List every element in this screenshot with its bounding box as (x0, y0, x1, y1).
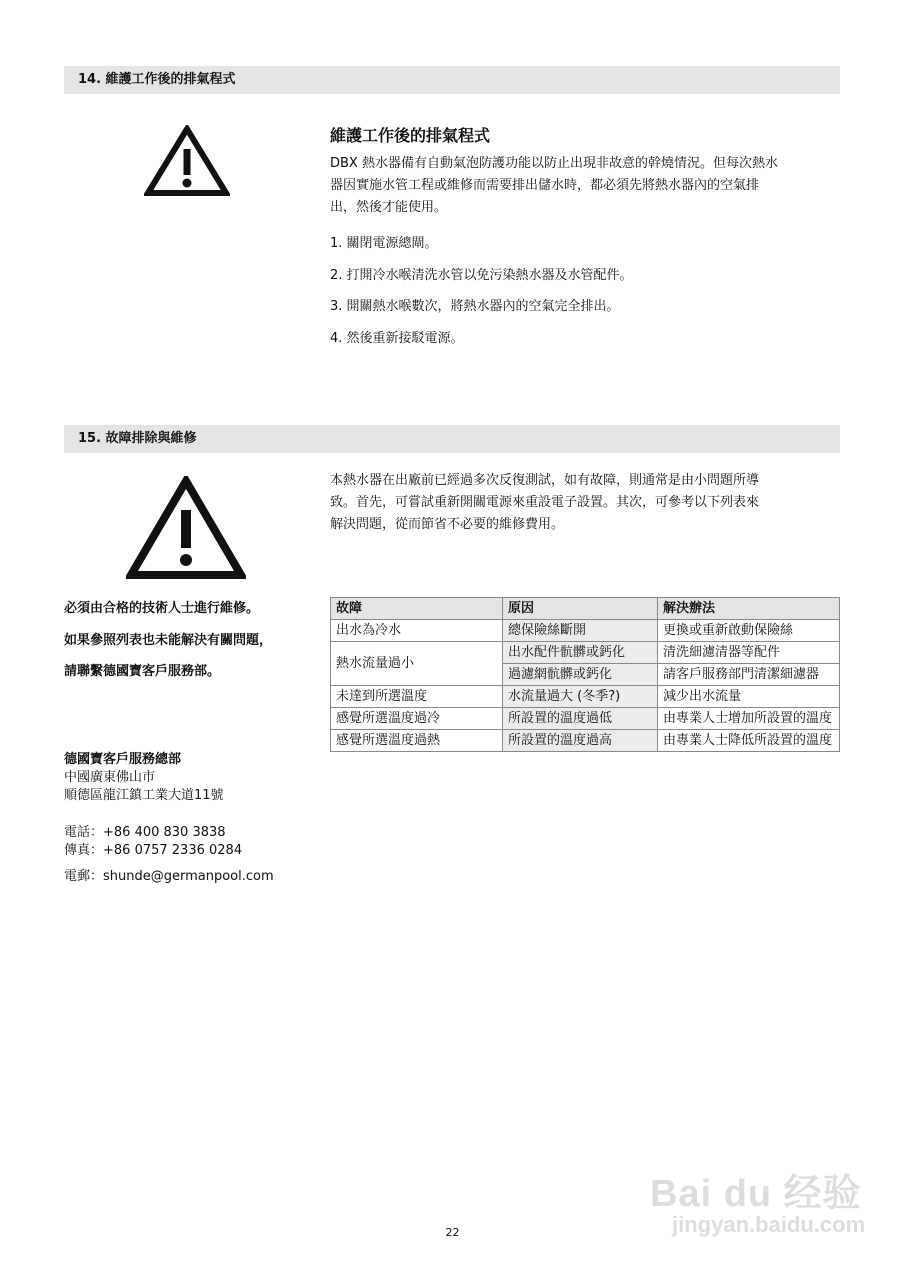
solution-cell: 由專業人士增加所設置的溫度 (658, 708, 840, 730)
solution-cell: 請客戶服務部門清潔細濾器 (658, 664, 840, 686)
section-15-paragraph (330, 470, 840, 536)
cause-cell: 過濾網骯髒或鈣化 (503, 664, 658, 686)
table-row (331, 708, 840, 730)
warning-icon (126, 476, 246, 580)
paragraph-line: 本熱水器在出廠前已經過多次反復測試，如有故障，則通常是由小問題所導 (330, 473, 760, 488)
column-header-cause: 原因 (503, 598, 658, 620)
paragraph-line: 器因實施水管工程或維修而需要排出儲水時，都必須先將熱水器內的空氣排 (330, 178, 760, 193)
note-qualified-technician: 必須由合格的技術人士進行維修。 (64, 601, 260, 616)
section-14-title: 維護工作後的排氣程式 (330, 126, 491, 145)
step-4: 4. 然後重新接駁電源。 (330, 331, 464, 346)
watermark-logo: Bai du 经验 (650, 1173, 862, 1215)
step-1: 1. 關閉電源總閘。 (330, 236, 438, 251)
note-unresolved: 如果參照列表也未能解決有關問題， (64, 633, 273, 648)
step-2: 2. 打開冷水喉清洗水管以免污染熱水器及水管配件。 (330, 268, 633, 283)
phone-number: 電話：+86 400 830 3838 (64, 825, 226, 840)
table-row (331, 620, 840, 642)
solution-cell: 更換或重新啟動保險絲 (658, 620, 840, 642)
solution-cell: 減少出水流量 (658, 686, 840, 708)
watermark-url: jingyan.baidu.com (672, 1212, 866, 1237)
step-3: 3. 開關熱水喉數次，將熱水器內的空氣完全排出。 (330, 299, 620, 314)
table-row (331, 642, 840, 664)
solution-cell: 清洗細濾清器等配件 (658, 642, 840, 664)
fax-number: 傳真：+86 0757 2336 0284 (64, 843, 243, 858)
fault-cell: 未達到所選溫度 (331, 686, 503, 708)
cause-cell: 出水配件骯髒或鈣化 (503, 642, 658, 664)
cause-cell: 所設置的溫度過高 (503, 730, 658, 752)
cause-cell: 總保險絲斷開 (503, 620, 658, 642)
table-header-row (331, 598, 840, 620)
fault-cell: 感覺所選溫度過冷 (331, 708, 503, 730)
cause-cell: 水流量過大 (冬季?) (503, 686, 658, 708)
service-center-name: 德國寶客戶服務總部 (64, 752, 182, 767)
column-header-fault: 故障 (331, 598, 503, 620)
page-number: 22 (445, 1226, 460, 1239)
fault-cell: 熱水流量過小 (331, 642, 503, 686)
cause-cell: 所設置的溫度過低 (503, 708, 658, 730)
address-line: 中國廣東佛山市 (64, 770, 156, 785)
paragraph-line: DBX 熱水器備有自動氣泡防護功能以防止出現非故意的幹燒情況。但每次熱水 (330, 156, 778, 171)
section-14-paragraph (330, 153, 840, 219)
note-contact-service: 請聯繫德國寶客戶服務部。 (64, 664, 221, 679)
table-row (331, 686, 840, 708)
email-address: 電郵：shunde@germanpool.com (64, 869, 274, 884)
warning-icon (144, 125, 230, 197)
address-line: 順德區龍江鎮工業大道11號 (64, 788, 224, 803)
section-15-header: 15. 故障排除與維修 (64, 425, 840, 453)
paragraph-line: 致。首先，可嘗試重新開關電源來重設電子設置。其次，可參考以下列表來 (330, 495, 760, 510)
paragraph-line: 解決問題，從而節省不必要的維修費用。 (330, 517, 565, 532)
troubleshooting-table (330, 597, 840, 752)
paragraph-line: 出，然後才能使用。 (330, 200, 448, 215)
fault-cell: 感覺所選溫度過熱 (331, 730, 503, 752)
solution-cell: 由專業人士降低所設置的溫度 (658, 730, 840, 752)
column-header-solution: 解決辦法 (658, 598, 840, 620)
fault-cell: 出水為冷水 (331, 620, 503, 642)
section-14-header: 14. 維護工作後的排氣程式 (64, 66, 840, 94)
table-row (331, 730, 840, 752)
